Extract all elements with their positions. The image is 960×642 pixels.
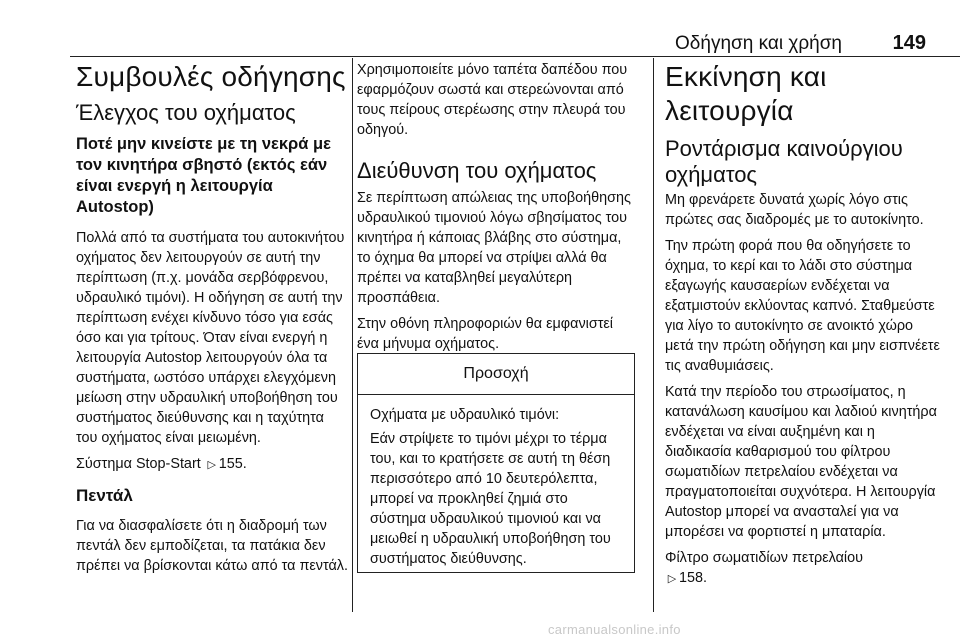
diesel-filter-xref-page[interactable]: 158. — [679, 570, 708, 586]
pedals-paragraph: Για να διασφαλίσετε ότι η διαδρομή των πεντάλ δεν εμποδίζεται, τα πατάκια δεν πρέπει να βρίσκονται κάτω από τα πεντάλ. — [76, 518, 348, 574]
running-in-paragraph-1: Μη φρενάρετε δυνατά χωρίς λόγο στις πρώτες σας διαδρομές με το αυτοκίνητο. — [665, 192, 924, 228]
page-reference-icon: ▷ — [207, 459, 216, 471]
coasting-paragraph: Πολλά από τα συστήματα του αυτοκινήτου οχήματος δεν λειτουργούν σε αυτή την περίπτωση (π.χ. μονάδα σερβόφρενου, υδραυλικό τιμόνι). Η οδήγηση σε αυτή την περίπτωση ενέχει κίνδυνο τόσο για εσάς όσο και για τρίτους. Όταν είναι ενεργή η λειτουργία Autostop λειτουργούν όλα τα συστήματα, ωστόσο υπάρχει ελεγχόμενη μείωση στην υδραυλική υποβοήθηση του συστήματος διεύθυνσης και η ταχύτητα του οχήματος είναι μειωμένη. — [76, 230, 345, 446]
column-divider-1 — [352, 58, 353, 612]
watermark: carmanualsonline.info — [548, 622, 681, 637]
caution-line-2: Εάν στρίψετε το τιμόνι μέχρι το τέρμα του, και το κρατήσετε σε αυτή τη θέση περισσότερο από 10 δευτερόλεπτα, μπορεί να προκληθεί ζημιά στο σύστημα υδραυλικού τιμονιού και να μειωθεί η υδραυλική υποβοήθηση του συστήματος διεύθυνσης. — [370, 431, 611, 567]
driving-tips-heading: Συμβουλές οδήγησης — [76, 61, 346, 92]
stop-start-xref-text: Σύστημα Stop-Start — [76, 456, 201, 472]
vehicle-control-heading: Έλεγχος του οχήματος — [76, 100, 296, 125]
stop-start-xref-page[interactable]: 155. — [218, 456, 247, 472]
column-starting-operation — [665, 60, 940, 589]
section-title: Οδήγηση και χρήση — [675, 33, 842, 54]
steering-heading: Διεύθυνση του οχήματος — [357, 158, 597, 183]
pedals-heading: Πεντάλ — [76, 486, 133, 505]
caution-line-1: Οχήματα με υδραυλικό τιμόνι: — [370, 407, 560, 423]
running-in-paragraph-3: Κατά την περίοδο του στρωσίματος, η κατανάλωση καυσίμου και λαδιού κινητήρα ενδέχεται να είναι αυξημένη και η διαδικασία καθαρισμού του φίλτρου σωματιδίων πετρελαίου ενδέχεται να πραγματοποιείται συχνότερα. Η λειτουργία Autostop μπορεί να ανασταλεί για να μπορέσει να φορτιστεί η μπαταρία. — [665, 384, 937, 540]
header-rule — [70, 56, 960, 57]
info-display-paragraph: Στην οθόνη πληροφοριών θα εμφανιστεί ένα μήνυμα οχήματος. — [357, 316, 614, 352]
starting-operation-heading: Εκκίνηση και λειτουργία — [665, 61, 827, 126]
coasting-warning: Ποτέ μην κινείστε με τη νεκρά με τον κινητήρα σβηστό (εκτός εάν είναι ενεργή η λειτουργία Autostop) — [76, 135, 331, 216]
column-steering — [357, 60, 635, 354]
floor-mats-paragraph: Χρησιμοποιείτε μόνο ταπέτα δαπέδου που εφαρμόζουν σωστά και στερεώνονται από τους πείρους στερέωσης στην πλευρά του οδηγού. — [357, 62, 628, 138]
caution-box — [357, 353, 635, 573]
column-divider-2 — [653, 58, 654, 612]
stop-start-xref — [76, 454, 348, 475]
column-driving-tips — [76, 60, 348, 576]
caution-title: Προσοχή — [358, 354, 634, 395]
diesel-filter-xref-text: Φίλτρο σωματιδίων πετρελαίου — [665, 550, 863, 566]
running-in-paragraph-2: Την πρώτη φορά που θα οδηγήσετε το όχημα, το κερί και το λάδι στο σύστημα εξαγωγής καυσαερίων ενδέχεται να εξατμιστούν εκλύοντας καπνό. Σταθμεύστε για λίγο το αυτοκίνητο σε ανοικτό χώρο μετά την πρώτη οδήγηση και μην εισπνέετε τις αναθυμιάσεις. — [665, 238, 940, 374]
page-number: 149 — [892, 32, 926, 54]
caution-body — [358, 395, 634, 569]
page-header — [0, 0, 960, 56]
steering-paragraph: Σε περίπτωση απώλειας της υποβοήθησης υδραυλικού τιμονιού λόγω σβησίματος του κινητήρα ή κάποιας βλάβης στο σύστημα, το όχημα θα μπορεί να στρίψει αλλά θα πρέπει να καταβληθεί μεγαλύτερη προσπάθεια. — [357, 190, 631, 306]
diesel-filter-xref — [665, 548, 940, 589]
running-in-heading: Ροντάρισμα καινούργιου οχήματος — [665, 136, 903, 187]
page-reference-icon: ▷ — [667, 573, 677, 585]
